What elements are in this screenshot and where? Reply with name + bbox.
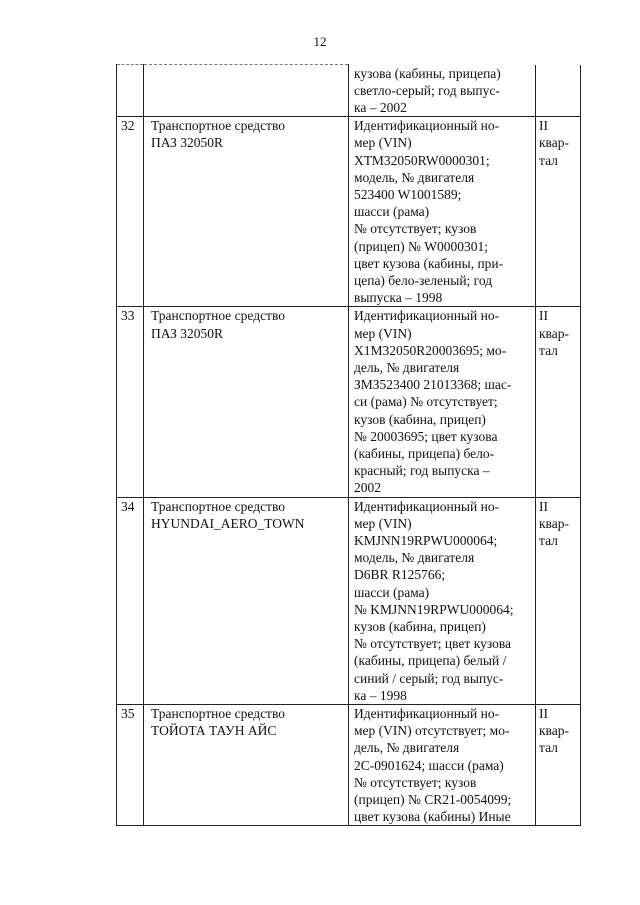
vehicle-description-line: (прицеп) № CR21-0054099; — [354, 792, 512, 808]
vehicle-description-line: шасси (рама) — [354, 204, 430, 220]
vehicle-description-line: № 20003695; цвет кузова — [354, 428, 498, 444]
period-line: квар- — [539, 723, 569, 739]
vehicle-name-line: Транспортное средство — [151, 308, 285, 324]
vehicle-description-line: шасси (рама) — [354, 584, 430, 600]
row-number: 32 — [117, 117, 144, 307]
period-cell — [536, 307, 581, 497]
period-line: II — [539, 308, 548, 324]
period-line: тал — [539, 532, 558, 548]
vehicle-description-line: ка – 2002 — [354, 99, 407, 115]
vehicle-description-line: светло-серый; год выпус- — [354, 82, 500, 98]
vehicle-description-line: красный; год выпуска – — [354, 463, 490, 479]
vehicle-description-line: мер (VIN) — [354, 135, 412, 151]
vehicle-description-line: 2002 — [354, 480, 381, 496]
vehicle-description-line: кузов (кабина, прицеп) — [354, 411, 486, 427]
vehicle-name-line: Транспортное средство — [151, 706, 285, 722]
vehicle-description-line: (кабины, прицепа) бело- — [354, 445, 495, 461]
period-cell — [536, 497, 581, 704]
vehicle-name-cell — [144, 497, 349, 704]
vehicle-description-line: кузова (кабины, прицепа) — [354, 65, 501, 81]
vehicle-description-line: кузов (кабина, прицеп) — [354, 619, 486, 634]
period-line: квар- — [539, 135, 569, 151]
period-line: II — [539, 706, 548, 722]
vehicle-description-line: цвет кузова (кабины) Иные — [354, 809, 511, 825]
vehicle-description-line: синий / серый; год выпус- — [354, 670, 504, 686]
period-line: квар- — [539, 325, 569, 341]
vehicle-description-line: 2С-0901624; шасси (рама) — [354, 757, 504, 773]
period-cell — [536, 705, 581, 826]
vehicle-description-line: № отсутствует; кузов — [354, 221, 477, 237]
vehicle-description-line: (прицеп) № W0000301; — [354, 238, 489, 254]
vehicle-description-cell — [349, 705, 536, 826]
vehicle-description-line: 523400 W1001589; — [354, 186, 462, 202]
vehicle-description-line: № отсутствует; кузов — [354, 774, 477, 790]
vehicle-description-cell — [349, 117, 536, 307]
vehicle-description-line: дель, № двигателя — [354, 740, 460, 756]
vehicle-description-line: № отсутствует; цвет кузова — [354, 636, 512, 652]
vehicle-description-cell — [349, 307, 536, 497]
vehicle-description-line: D6BR R125766; — [354, 567, 446, 583]
period-line: II — [539, 498, 548, 514]
vehicle-table — [116, 64, 581, 826]
vehicle-description-line: (кабины, прицепа) белый / — [354, 653, 507, 669]
vehicle-description-line: Идентификационный но- — [354, 706, 500, 722]
period-cell — [536, 65, 581, 117]
vehicle-name-line: Транспортное средство — [151, 498, 285, 514]
vehicle-description-line: дель, № двигателя — [354, 359, 460, 375]
period-line: квар- — [539, 515, 569, 531]
period-line: тал — [539, 342, 558, 358]
table-row — [117, 117, 581, 307]
period-cell — [536, 117, 581, 307]
vehicle-name-cell — [144, 65, 349, 117]
vehicle-name-line: ТОЙОТА ТАУН АЙС — [151, 723, 277, 739]
vehicle-description-line: выпуска – 1998 — [354, 290, 443, 306]
vehicle-description-line: Идентификационный но- — [354, 498, 500, 514]
vehicle-description-line: ка – 1998 — [354, 687, 407, 703]
vehicle-description-line: си (рама) № отсутствует; — [354, 394, 498, 410]
vehicle-name-cell — [144, 117, 349, 307]
vehicle-description-line: Идентификационный но- — [354, 308, 500, 324]
vehicle-description-line: ХТМ32050RW0000301; — [354, 152, 490, 168]
vehicle-description-line: мер (VIN) — [354, 325, 412, 341]
table-row — [117, 497, 581, 704]
vehicle-description-line: мер (VIN) отсутствует; мо- — [354, 723, 510, 739]
vehicle-description-cell — [349, 497, 536, 704]
vehicle-description-line: цепа) бело-зеленый; год — [354, 272, 493, 288]
vehicle-description-line: цвет кузова (кабины, при- — [354, 255, 504, 271]
vehicle-name-line: ПАЗ 32050R — [151, 135, 224, 151]
row-number: 34 — [117, 497, 144, 704]
vehicle-name-line: Транспортное средство — [151, 118, 285, 134]
vehicle-description-line: Идентификационный но- — [354, 118, 500, 134]
vehicle-description-line: модель, № двигателя — [354, 550, 475, 566]
vehicle-description-line: KMJNN19RPWU000064; — [354, 532, 498, 548]
vehicle-description-line: ЗМЗ523400 21013368; шас- — [354, 377, 512, 393]
vehicle-name-line: HYUNDAI_AERO_TOWN — [151, 515, 305, 531]
period-line: тал — [539, 740, 558, 756]
row-number — [117, 65, 144, 117]
vehicle-description-cell — [349, 65, 536, 117]
table-row — [117, 65, 581, 117]
page-number: 12 — [313, 34, 327, 49]
row-number: 35 — [117, 705, 144, 826]
period-line: тал — [539, 152, 558, 168]
vehicle-name-cell — [144, 705, 349, 826]
row-number: 33 — [117, 307, 144, 497]
vehicle-description-line: мер (VIN) — [354, 515, 412, 531]
vehicle-description-line: модель, № двигателя — [354, 169, 475, 185]
table-row — [117, 705, 581, 826]
table-row — [117, 307, 581, 497]
vehicle-description-line: № KMJNN19RPWU000064; — [354, 601, 514, 617]
vehicle-description-line: X1M32050R20003695; мо- — [354, 342, 507, 358]
vehicle-name-cell — [144, 307, 349, 497]
period-line: II — [539, 118, 548, 134]
vehicle-name-line: ПАЗ 32050R — [151, 325, 224, 341]
